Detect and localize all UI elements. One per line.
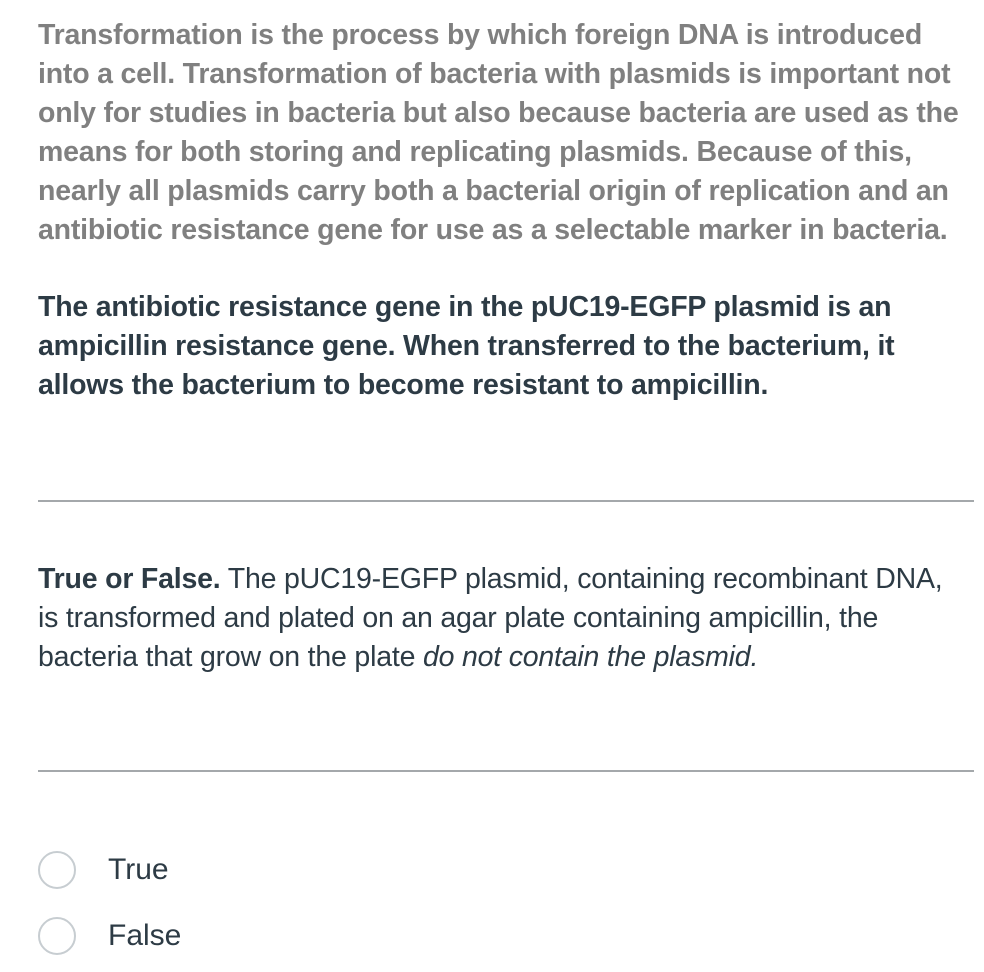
answer-option-false[interactable] <box>38 916 181 956</box>
answer-option-true[interactable] <box>38 850 169 890</box>
question-lead: True or False. <box>38 563 221 595</box>
divider-top <box>38 500 974 502</box>
question-content <box>38 16 974 405</box>
question-italic: do not contain the plasmid. <box>422 641 759 673</box>
question-body: The pUC19-EGFP plasmid, containing recombinant DNA, is transformed and plated on an agar plate containing ampicillin, the bacteria that grow on the plate <box>38 563 943 673</box>
answer-label-false[interactable]: False <box>108 919 182 952</box>
question-text <box>38 560 968 677</box>
answer-label-true[interactable]: True <box>108 853 169 886</box>
radio-button-false[interactable] <box>38 917 76 955</box>
intro-paragraph: Transformation is the process by which foreign DNA is introduced into a cell. Transformation of bacteria with plasmids is important not only for studies in bacteria but also because bacteria are used as the means for both storing and replicating plasmids. Because of this, nearly all plasmids carry both a bacterial origin of replication and an antibiotic resistance gene for use as a selectable marker in bacteria. <box>38 19 959 246</box>
radio-button-true[interactable] <box>38 851 76 889</box>
divider-bottom <box>38 770 974 772</box>
emphasis-paragraph: The antibiotic resistance gene in the pUC19-EGFP plasmid is an ampicillin resistance gene. When transferred to the bacterium, it allows the bacterium to become resistant to ampicillin. <box>38 291 895 401</box>
